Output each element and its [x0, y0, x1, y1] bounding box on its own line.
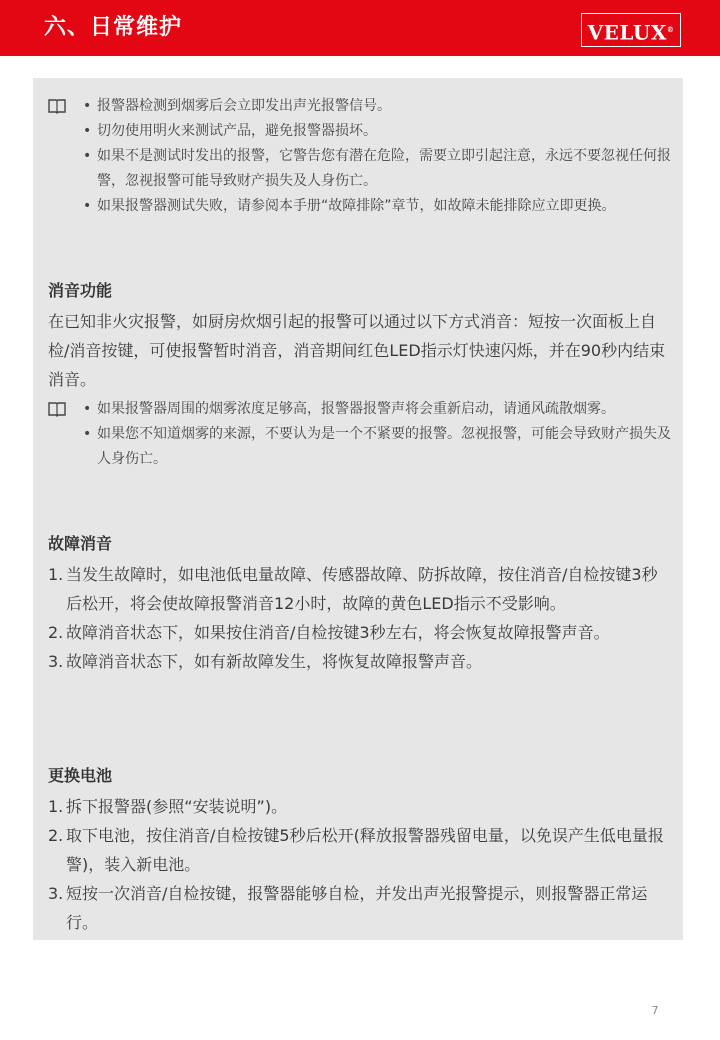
- list-number: 2.: [48, 623, 64, 642]
- note-item: • 报警器检测到烟雾后会立即发出声光报警信号。: [47, 94, 677, 119]
- logo-text: VELUX: [587, 20, 667, 45]
- section-title-fault-silence: 故障消音: [48, 534, 113, 553]
- page-header: [0, 0, 720, 56]
- list-item: [48, 821, 673, 879]
- registered-mark: ®: [666, 25, 675, 34]
- note-item: • 切勿使用明火来测试产品，避免报警器损坏。: [47, 119, 677, 144]
- note-item: • 如果您不知道烟雾的来源，不要认为是一个不紧要的报警。忽视报警，可能会导致财产损失及人身伤亡。: [47, 422, 677, 472]
- content-panel: [33, 78, 683, 940]
- list-text: 故障消音状态下，如有新故障发生，将恢复故障报警声音。: [66, 652, 483, 671]
- list-text: 故障消音状态下，如果按住消音/自检按键3秒左右，将会恢复故障报警声音。: [66, 623, 610, 642]
- list-number: 3.: [48, 652, 64, 671]
- note-block-1: [47, 94, 677, 219]
- list-number: 3.: [48, 884, 64, 903]
- list-item: [48, 879, 673, 937]
- list-item: [48, 560, 673, 618]
- note-item: • 如果报警器周围的烟雾浓度足够高，报警器报警声将会重新启动，请通风疏散烟雾。: [47, 397, 677, 422]
- section-title-battery: 更换电池: [48, 766, 113, 785]
- list-number: 1.: [48, 797, 64, 816]
- note-item: • 如果报警器测试失败，请参阅本手册“故障排除”章节，如故障未能排除应立即更换。: [47, 194, 677, 219]
- list-text: 短按一次消音/自检按键，报警器能够自检，并发出声光报警提示，则报警器正常运行。: [66, 884, 648, 932]
- note-block-2: [47, 397, 677, 472]
- page-number: 7: [651, 1004, 659, 1017]
- silence-paragraph: 在已知非火灾报警，如厨房炊烟引起的报警可以通过以下方式消音：短按一次面板上自检/消音按键，可使报警暂时消音，消音期间红色LED指示灯快速闪烁，并在90秒内结束消音。: [48, 312, 666, 389]
- list-item: [48, 618, 673, 647]
- battery-list: [48, 792, 673, 937]
- list-text: 当发生故障时，如电池低电量故障、传感器故障、防拆故障，按住消音/自检按键3秒后松开，将会使故障报警消音12小时，故障的黄色LED指示不受影响。: [66, 565, 658, 613]
- fault-silence-list: [48, 560, 673, 676]
- list-text: 拆下报警器(参照“安装说明”)。: [66, 797, 288, 816]
- section-title-silence: 消音功能: [48, 281, 113, 300]
- list-number: 1.: [48, 565, 64, 584]
- list-text: 取下电池，按住消音/自检按键5秒后松开(释放报警器残留电量，以免误产生低电量报警)，装入新电池。: [66, 826, 664, 874]
- page-title: 六、日常维护: [44, 15, 183, 40]
- velux-logo: [581, 13, 681, 47]
- list-item: [48, 792, 673, 821]
- note-item: • 如果不是测试时发出的报警，它警告您有潜在危险，需要立即引起注意，永远不要忽视任何报警，忽视报警可能导致财产损失及人身伤亡。: [47, 144, 677, 194]
- list-number: 2.: [48, 826, 64, 845]
- list-item: [48, 647, 673, 676]
